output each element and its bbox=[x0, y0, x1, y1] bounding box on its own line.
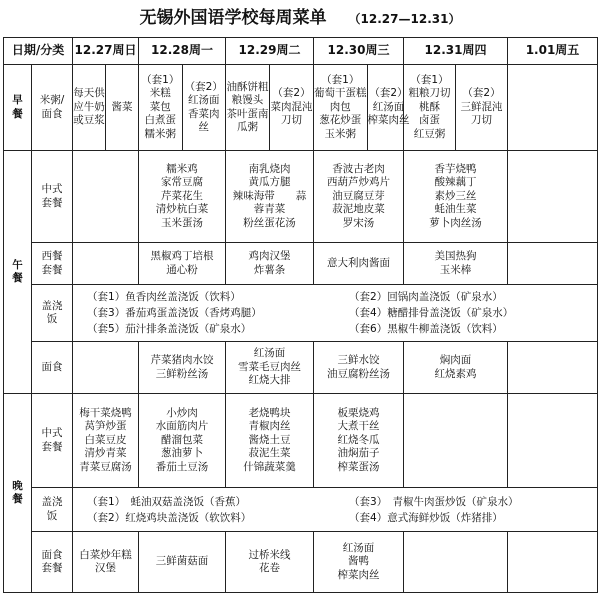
dinner-chinese-friday bbox=[508, 394, 598, 488]
breakfast-category: 米粥/ 面食 bbox=[32, 65, 73, 151]
lunch-noodle-monday: 芹菜猪肉水饺 三鲜粉丝汤 bbox=[139, 342, 226, 394]
breakfast-thursday-set1: （套1） 粗粮刀切 桃酥 卤蛋 红豆粥 bbox=[408, 73, 451, 140]
breakfast-monday-set1: （套1） 米糕 菜包 白煮蛋 糯米粥 bbox=[141, 73, 180, 140]
dinner-rice-set-1: （套1） 蚝油双菇盖浇饭（香蕉） bbox=[87, 495, 246, 508]
lunch-western-tuesday: 鸡肉汉堡 炸薯条 bbox=[226, 243, 314, 285]
lunch-noodle-sunday bbox=[73, 342, 139, 394]
lunch-western-sunday bbox=[73, 243, 139, 285]
lunch-chinese-sunday bbox=[73, 151, 139, 243]
dinner-rice-set-3: （套3） 青椒牛肉蛋炒饭（矿泉水） bbox=[349, 495, 519, 508]
lunch-rice-set-6: （套6）黑椒牛柳盖浇饭（饮料） bbox=[349, 323, 503, 335]
breakfast-sunday bbox=[73, 65, 139, 151]
lunch-chinese-row bbox=[4, 151, 598, 243]
header-day-1: 12.28周一 bbox=[139, 38, 226, 65]
dinner-chinese-thursday bbox=[404, 394, 508, 488]
header-day-3: 12.30周三 bbox=[314, 38, 404, 65]
lunch-rice-set-2: （套2）回锅肉盖浇饭（矿泉水） bbox=[349, 291, 503, 303]
dinner-noodle-sunday: 白菜炒年糕 汉堡 bbox=[73, 532, 139, 593]
lunch-chinese-friday bbox=[508, 151, 598, 243]
lunch-rice-row bbox=[4, 285, 598, 342]
lunch-rice-category: 盖浇 饭 bbox=[32, 285, 73, 342]
breakfast-tuesday-set2: （套2） 菜肉混沌 刀切 bbox=[269, 65, 313, 150]
breakfast-wednesday-set1: （套1） 葡萄干蛋糕 肉包 葱花炒蛋 玉米粥 bbox=[314, 73, 367, 140]
breakfast-monday-set2: （套2） 红汤面 香菜肉 丝 bbox=[182, 65, 226, 150]
dinner-chinese-sunday: 梅干菜烧鸭 莴笋炒蛋 白菜豆皮 清炒青菜 青菜豆腐汤 bbox=[73, 394, 139, 488]
lunch-chinese-thursday: 香芋烧鸭 酸辣藕丁 素炒三丝 蚝油生菜 萝卜肉丝汤 bbox=[404, 151, 508, 243]
dinner-noodle-monday: 三鲜菌菇面 bbox=[139, 532, 226, 593]
lunch-rice-set-5: （套5）茄汁排条盖浇饭（矿泉水） bbox=[87, 323, 252, 335]
dinner-chinese-wednesday: 板栗烧鸡 大煮干丝 红烧冬瓜 油焖茄子 榨菜蛋汤 bbox=[314, 394, 404, 488]
lunch-chinese-category: 中式 套餐 bbox=[32, 151, 73, 243]
header-corner: 日期/分类 bbox=[4, 38, 73, 65]
lunch-noodle-tuesday: 红汤面 雪菜毛豆肉丝 红烧大排 bbox=[226, 342, 314, 394]
breakfast-monday bbox=[139, 65, 226, 151]
dinner-noodle-row bbox=[4, 532, 598, 593]
dinner-noodle-tuesday: 过桥米线 花卷 bbox=[226, 532, 314, 593]
lunch-rice-options bbox=[73, 285, 598, 342]
dinner-chinese-row bbox=[4, 394, 598, 488]
header-day-5: 1.01周五 bbox=[508, 38, 598, 65]
dinner-rice-set-2: （套2）红烧鸡块盖浇饭（软饮料） bbox=[87, 511, 252, 524]
dinner-rice-category: 盖浇 饭 bbox=[32, 488, 73, 532]
page-title bbox=[0, 6, 600, 30]
lunch-noodle-wednesday: 三鲜水饺 油豆腐粉丝汤 bbox=[314, 342, 404, 394]
breakfast-label: 早 餐 bbox=[4, 65, 32, 151]
breakfast-wednesday-set2: （套2） 红汤面 榨菜肉丝 bbox=[367, 65, 410, 150]
menu-title: 无锡外国语学校每周菜单 bbox=[139, 8, 327, 28]
breakfast-sunday-milk: 每天供 应牛奶 或豆浆 bbox=[73, 87, 105, 127]
breakfast-thursday bbox=[404, 65, 508, 151]
lunch-chinese-wednesday: 香波古老肉 西葫芦炒鸡片 油豆腐豆芽 菽泥地皮菜 罗宋汤 bbox=[314, 151, 404, 243]
lunch-western-wednesday: 意大利肉酱面 bbox=[314, 243, 404, 285]
header-row bbox=[4, 38, 598, 65]
dinner-rice-row bbox=[4, 488, 598, 532]
dinner-noodle-friday bbox=[508, 532, 598, 593]
dinner-chinese-category: 中式 套餐 bbox=[32, 394, 73, 488]
header-day-4: 12.31周四 bbox=[404, 38, 508, 65]
lunch-noodle-friday bbox=[508, 342, 598, 394]
dinner-noodle-wednesday: 红汤面 酱鸭 榨菜肉丝 bbox=[314, 532, 404, 593]
lunch-western-monday: 黑椒鸡丁培根 通心粉 bbox=[139, 243, 226, 285]
dinner-rice-set-4: （套4）意式海鲜炒饭（炸猪排） bbox=[349, 511, 503, 524]
lunch-chinese-monday: 糯米鸡 家常豆腐 芹菜花生 清炒杭白菜 玉米蛋汤 bbox=[139, 151, 226, 243]
lunch-noodle-row bbox=[4, 342, 598, 394]
dinner-label: 晚 餐 bbox=[4, 394, 32, 593]
dinner-noodle-category: 面食 套餐 bbox=[32, 532, 73, 593]
breakfast-tuesday-set1: 油酥饼粗 粮馒头 茶叶蛋南 瓜粥 bbox=[226, 80, 269, 133]
breakfast-thursday-set2: （套2） 三鲜混沌 刀切 bbox=[455, 65, 507, 150]
lunch-noodle-category: 面食 bbox=[32, 342, 73, 394]
lunch-western-row bbox=[4, 243, 598, 285]
lunch-rice-set-1: （套1）鱼香肉丝盖浇饭（饮料） bbox=[87, 291, 241, 303]
breakfast-row bbox=[4, 65, 598, 151]
weekly-menu-table bbox=[3, 37, 598, 593]
lunch-rice-set-3: （套3）番茄鸡蛋盖浇饭（香烤鸡腿） bbox=[87, 307, 262, 319]
lunch-label: 午 餐 bbox=[4, 151, 32, 394]
dinner-chinese-monday: 小炒肉 水面筋肉片 醋溜包菜 葱油萝卜 番茄土豆汤 bbox=[139, 394, 226, 488]
breakfast-wednesday bbox=[314, 65, 410, 151]
menu-date-range: （12.27—12.31） bbox=[348, 12, 461, 26]
lunch-western-friday bbox=[508, 243, 598, 285]
header-day-0: 12.27周日 bbox=[73, 38, 139, 65]
lunch-western-category: 西餐 套餐 bbox=[32, 243, 73, 285]
header-day-2: 12.29周二 bbox=[226, 38, 314, 65]
lunch-rice-set-4: （套4）糖醋排骨盖浇饭（矿泉水） bbox=[349, 307, 514, 319]
dinner-rice-options bbox=[73, 488, 598, 532]
dinner-noodle-thursday bbox=[404, 532, 508, 593]
lunch-noodle-thursday: 焖肉面 红烧素鸡 bbox=[404, 342, 508, 394]
dinner-chinese-tuesday: 老烧鸭块 青椒肉丝 酱烧土豆 菽泥生菜 什锦蔬菜羹 bbox=[226, 394, 314, 488]
breakfast-friday bbox=[508, 65, 598, 151]
breakfast-tuesday bbox=[226, 65, 314, 151]
lunch-western-thursday: 美国热狗 玉米棒 bbox=[404, 243, 508, 285]
lunch-chinese-tuesday: 南乳烧肉 黄瓜方腿 辣味海带 蒜 蓉青菜 粉丝蛋花汤 bbox=[226, 151, 314, 243]
breakfast-sunday-pickles: 酱菜 bbox=[105, 65, 138, 150]
